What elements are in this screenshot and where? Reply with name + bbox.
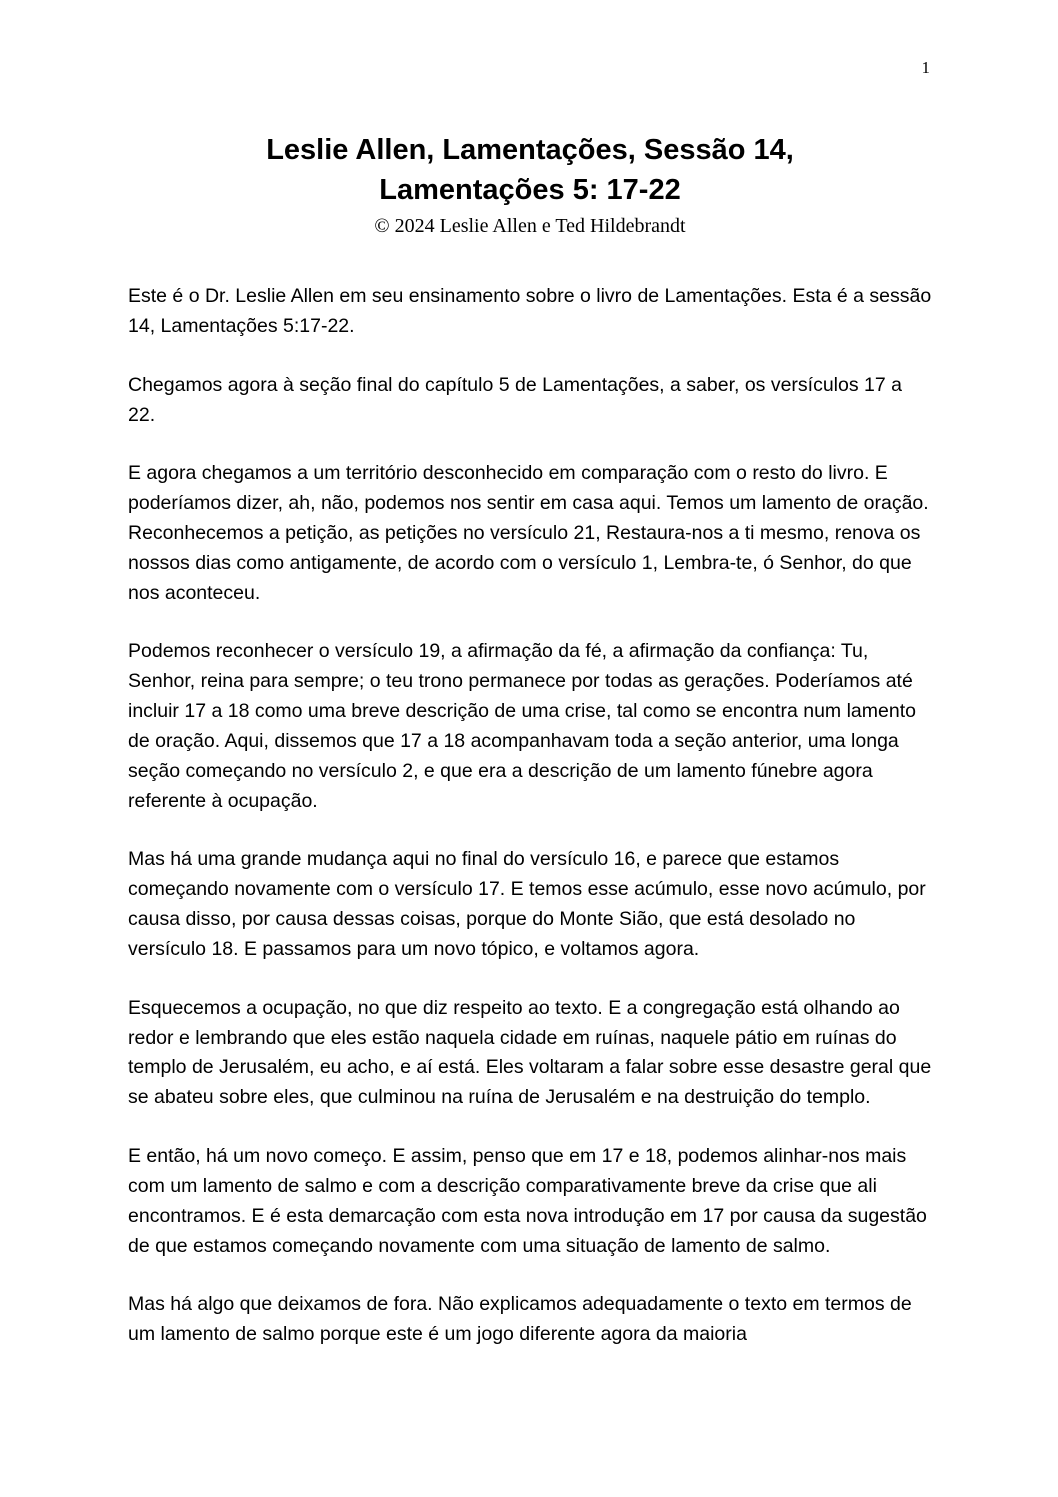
paragraph-8: Mas há algo que deixamos de fora. Não explicamos adequadamente o texto em termos de um lamento de salmo porque este é um jogo diferente agora da maioria <box>128 1293 912 1346</box>
paragraph-5: Mas há uma grande mudança aqui no final do versículo 16, e parece que estamos começando novamente com o versículo 17. E temos esse acúmulo, esse novo acúmulo, por causa disso, por causa dessas coisas, porque do Monte Sião, que está desolado no versículo 18. E passamos para um novo tópico, e voltamos agora. <box>128 848 926 960</box>
paragraph-3: E agora chegamos a um território desconhecido em comparação com o resto do livro. E poderíamos dizer, ah, não, podemos nos sentir em casa aqui. Temos um lamento de oração. Reconhecemos a petição, as petições no versículo 21, Restaura-nos a ti mesmo, renova os nossos dias como antigamente, de acordo com o versículo 1, Lembra-te, ó Senhor, do que nos aconteceu. <box>128 462 929 604</box>
document-title <box>128 130 932 210</box>
title-line-2: Lamentações 5: 17-22 <box>379 174 681 207</box>
paragraph-2: Chegamos agora à seção final do capítulo 5 de Lamentações, a saber, os versículos 17 a 22. <box>128 373 902 426</box>
paragraph-7: E então, há um novo começo. E assim, penso que em 17 e 18, podemos alinhar-nos mais com um lamento de salmo e com a descrição comparativamente breve da crise que ali encontramos. E é esta demarcação com esta nova introdução em 17 por causa da sugestão de que estamos começando novamente com uma situação de lamento de salmo. <box>128 1145 927 1257</box>
page-number: 1 <box>921 58 930 77</box>
title-line-1: Leslie Allen, Lamentações, Sessão 14, <box>266 134 794 166</box>
paragraph-1: Este é o Dr. Leslie Allen em seu ensinamento sobre o livro de Lamentações. Esta é a sessão 14, Lamentações 5:17-22. <box>128 285 932 337</box>
document-header <box>128 130 932 238</box>
copyright-line: © 2024 Leslie Allen e Ted Hildebrandt <box>374 215 686 238</box>
document-body <box>128 282 932 1350</box>
paragraph-4: Podemos reconhecer o versículo 19, a afirmação da fé, a afirmação da confiança: Tu, Senhor, reina para sempre; o teu trono permanece por todas as gerações. Poderíamos até incluir 17 a 18 como uma breve descrição de uma crise, tal como se encontra num lamento de oração. Aqui, dissemos que 17 a 18 acompanhavam toda a seção anterior, uma longa seção começando no versículo 2, e que era a descrição de um lamento fúnebre agora referente à ocupação. <box>128 640 916 812</box>
paragraph-6: Esquecemos a ocupação, no que diz respeito ao texto. E a congregação está olhando ao redor e lembrando que eles estão naquela cidade em ruínas, naquele pátio em ruínas do templo de Jerusalém, eu acho, e aí está. Eles voltaram a falar sobre esse desastre geral que se abateu sobre eles, que culminou na ruína de Jerusalém e na destruição do templo. <box>128 996 932 1109</box>
